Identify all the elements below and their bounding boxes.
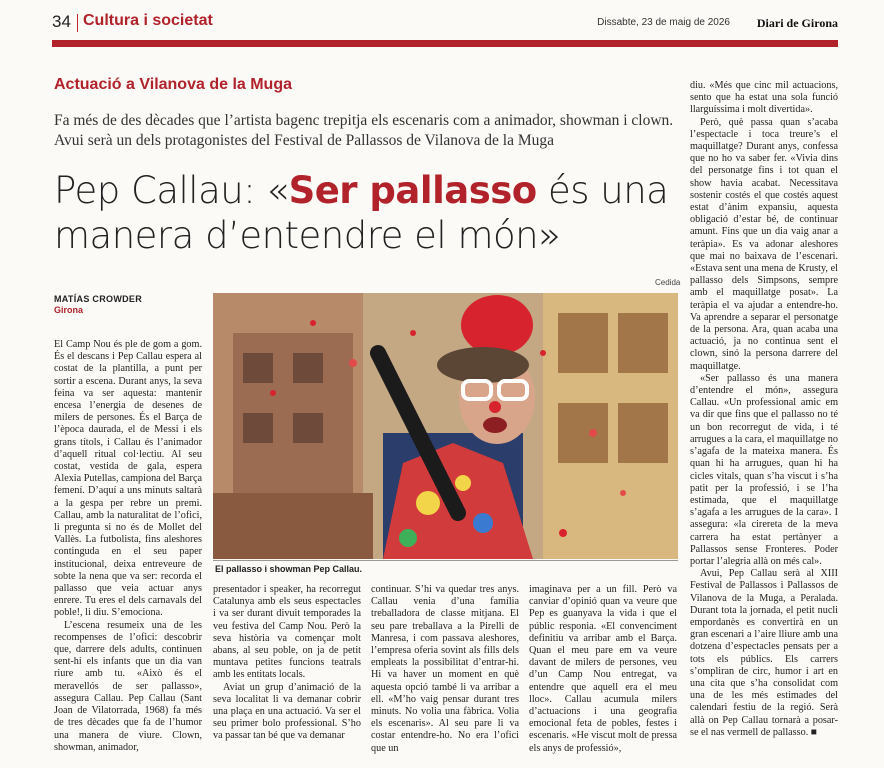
text-column-5 bbox=[690, 80, 838, 760]
paragraph: presentador i speaker, ha recorregut Catalunya amb els seus espectacles i va ser durant divuit temporades la veu festiva del Camp Nou. Però la seva història va començar molt abans, al seu poble, on ja de petit muntava petites funcions teatrals amb les entitats locals. bbox=[213, 584, 361, 681]
paragraph: continuar. S’hi va quedar tres anys. Callau venia d’una família treballadora de classe mitjana. El seu pare treballava a la Pirelli de Manresa, i com passava aleshores, l’empresa oferia sovint als fills dels empleats la possibilitat d’entrar-hi. Hi va haver un moment en què aquesta opció també li va arribar a ell. «M’ho vaig pensar durant tres minuts. No volia una fàbrica. Volia els escenaris». Al seu pare li va costar entendre-ho. No era l’ofici que un bbox=[371, 584, 519, 754]
paragraph: «Ser pallasso és una manera d’entendre el món», assegura Callau. «Un professional amic em va dir que fins que el pallasso no té un bon recorregut de vida, i té arrugues a la cara, el maquillatge no s’agafa de la mateixa manera. És quan hi ha arrugues, quan hi ha cicles vitals, quan s’ha viscut i s’ha patit per la professió, i se l’ha estimada, que el maquillatge s’agafa a les arrugues de la cara». I assegura: «la cireretа de la meva carrera ha estat pertànyer a Pallassos sense Fronteres. Poder portar l’alegria allà on més cal». bbox=[690, 372, 838, 567]
headline-start: Pep Callau: « bbox=[54, 169, 289, 212]
paragraph: imaginava per a un fill. Però va canviar d’opinió quan va veure que Pep es guanyava la vida i que el públic responia. «El convenciment definitiu va arribar amb el Barça. Quan el meu pare em va veure davant de milers de persones, veu d’un Camp Nou entregat, va entendre que aquell era el meu lloc». Callau acumula milers d’actuacions i una geografia emocional feta de pobles, festes i escenaris. «He viscut molt de pressa els anys de professió», bbox=[529, 584, 677, 754]
article-headline bbox=[54, 168, 694, 258]
page-header bbox=[52, 12, 838, 34]
page-number: 34 bbox=[52, 12, 71, 31]
article-kicker: Actuació a Vilanova de la Muga bbox=[54, 76, 292, 93]
header-divider bbox=[77, 14, 78, 32]
headline-highlight: Ser pallasso bbox=[288, 169, 537, 212]
paragraph: L’escena resumeix una de les recompenses de l’ofici: descobrir que, darrere dels adults, continuen sent-hi els infants que un dia van riure amb tu. «Això és el meravellós de ser pallasso», assegura Callau. Pep Callau (Sant Joan de Vilatorrada, 1968) fa més de tres dècades que fa de l’humor una manera de viure. Clown, showman, animador, bbox=[54, 619, 202, 753]
photo-caption: El pallasso i showman Pep Callau. bbox=[215, 564, 363, 574]
issue-date: Dissabte, 23 de maig de 2026 bbox=[597, 17, 730, 28]
text-column-3 bbox=[371, 584, 519, 759]
author-name: MATÍAS CROWDER bbox=[54, 294, 143, 304]
paragraph: Avui, Pep Callau serà al XIII Festival de Pallassos i Pallassos de Vilanova de la Muga, a Peralada. Durant tota la jornada, el petit nucli empordanès es convertirà en un gran escenari a l’aire lliure amb una dotzena d’espectacles pensats per a tots els públics. Els carrers s’ompliran de circ, humor i art en una cita que s’ha consolidat com una de les més estimades del calendari festiu de la regió. Serà allà on Pep Callau tornarà a posar-se el nas vermell de pallasso. ■ bbox=[690, 568, 838, 738]
text-column-2 bbox=[213, 584, 361, 759]
text-column-4 bbox=[529, 584, 677, 759]
paragraph: Aviat un grup d’animació de la seva localitat li va demanar cobrir una plaça en una actuació. Va ser el seu primer bolo professional. S’ho va passar tan bé que va demanar bbox=[213, 681, 361, 742]
article-photo bbox=[213, 293, 678, 559]
article-dek: Fa més de des dècades que l’artista bagenc trepitja els escenaris com a animador, showman i clown. Avui serà un dels protagonistes del Festival de Pallassos de Vilanova de la Muga bbox=[54, 112, 674, 149]
text-column-1 bbox=[54, 339, 202, 759]
clown-photo-illustration bbox=[213, 293, 678, 559]
author-location: Girona bbox=[54, 305, 84, 315]
newspaper-name: Diari de Girona bbox=[756, 16, 838, 30]
section-title: Cultura i societat bbox=[83, 12, 213, 29]
caption-rule bbox=[213, 560, 678, 561]
header-rule bbox=[52, 40, 838, 47]
paragraph: El Camp Nou és ple de gom a gom. És el descans i Pep Callau espera al costat de la plantilla, a punt per sortir a escena. Durant anys, la seva feina va ser aquesta: mantenir encesa l’energia de desenes de milers de persones. És el Barça de l’època daurada, el de Messi i els grans títols, i Callau és l’animador d’aquell ritual col·lectiu. Al seu costat, vestida de gala, espera Alexia Putellas, campiona del Barça femení. D’aquí a uns minuts saltarà a la gespa per rebre un premi. Callau, amb la naturalitat de l’ofici, li pregunta si no és de Mollet del Vallès. La futbolista, fins aleshores continguda en el seu paper institucional, deixa entreveure de sobte la nena que va ser: recorda el pallasso que veia actuar anys enrere. Tu eres el dels carnavals del poble!, li diu. S’emociona. bbox=[54, 339, 202, 619]
paragraph: Però, què passa quan s’acaba l’espectacle i toca treure’s el maquillatge? Durant anys, confessa que no ho va saber fer. «Vivia dins del personatge fins i tot quan el show havia acabat. Necessitava sostenir costés el que costés aquest estat d’ànim expansiu, aquesta obligació d’estar bé, de continuar amunt. Fins que un dia vaig anar a teràpia». Es va adonar aleshores que mai no baixava de l’escenari. «Estava sent una mena de Krusty, el pallasso dels Simpsons, sempre amb el maquillatge posat». La teràpia el va ajudar a entendre-ho. Va aprendre a separar el personatge de la persona. Ara, quan acaba una actuació, ja no continua sent el clown, sinó la persona darrere del maquillatge. bbox=[690, 116, 838, 372]
photo-credit: Cedida bbox=[655, 278, 681, 287]
paragraph: diu. «Més que cinc mil actuacions, sento que ha estat una sola funció llarguíssima i molt divertida». bbox=[690, 80, 838, 116]
headline-end: és una manera d’entendre el món» bbox=[54, 169, 669, 257]
